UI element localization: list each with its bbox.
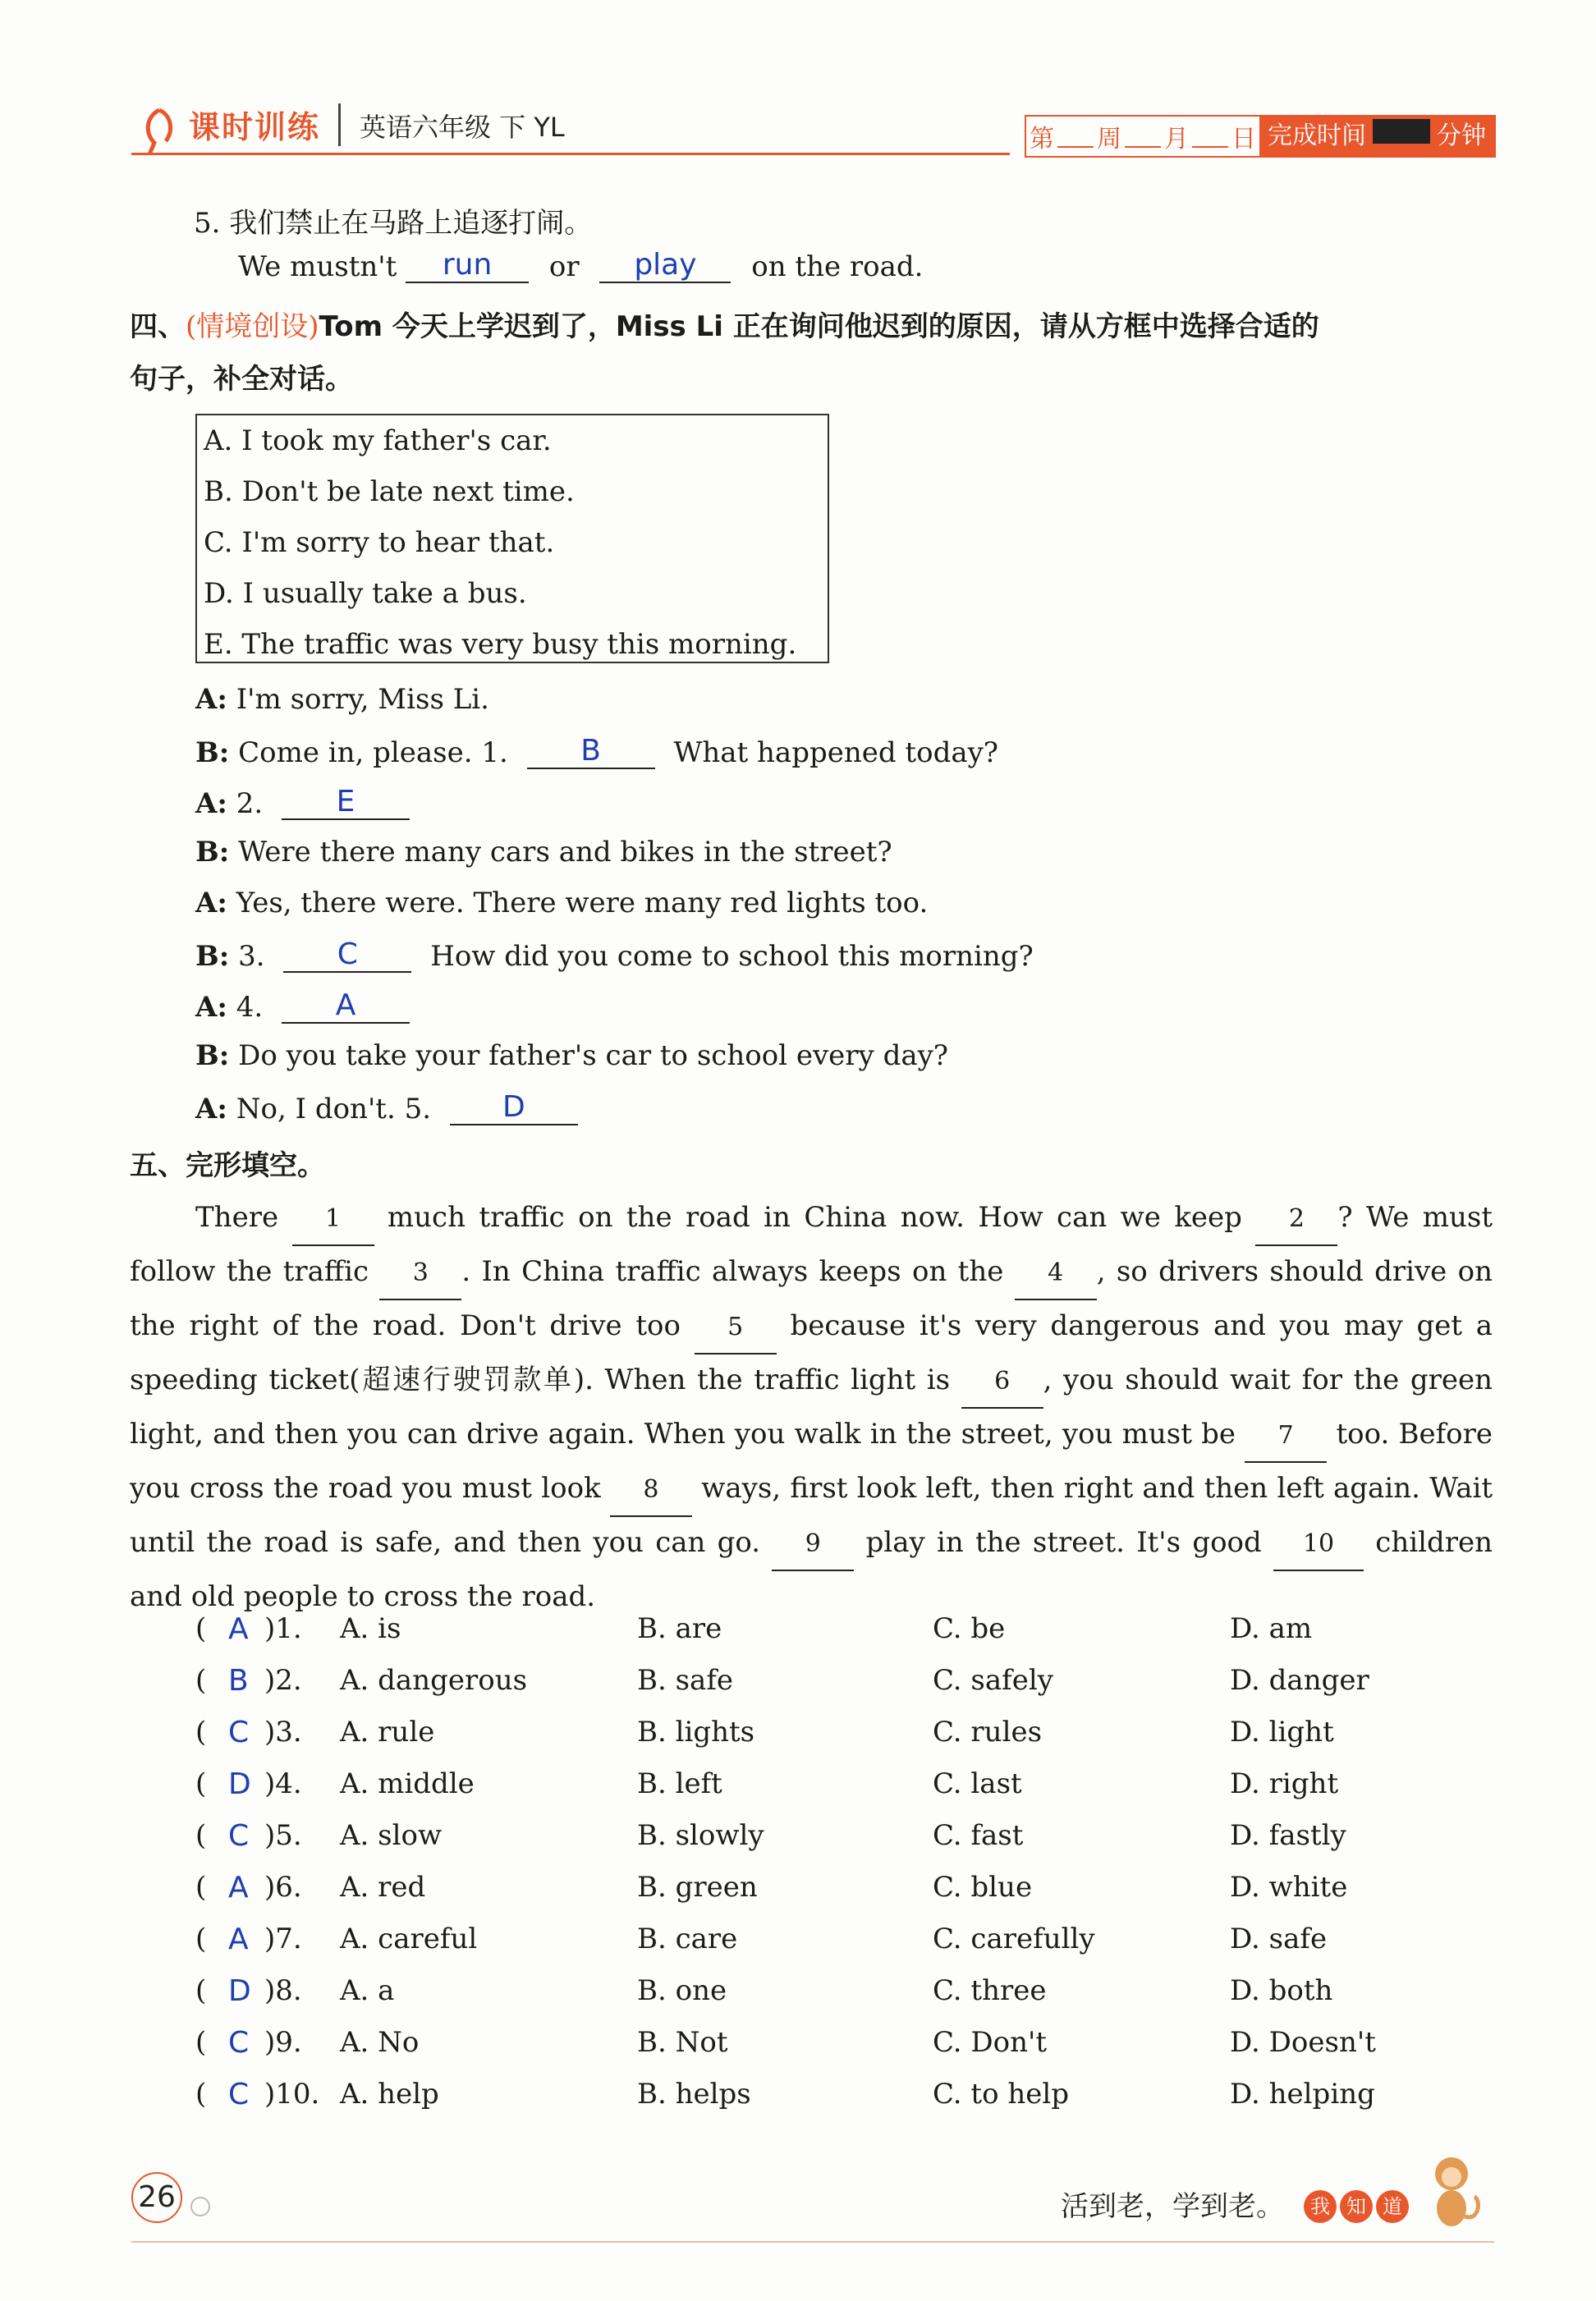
cloze-blank-6[interactable]: 6 [961, 1355, 1043, 1409]
dialogue-line: B: Come in, please. 1. B What happened today? [195, 734, 999, 769]
week-label: 第 [1030, 125, 1054, 154]
question-row: ( C )3. A. rule B. lights C. rules D. light [195, 1716, 1334, 1749]
time-blank[interactable] [1373, 119, 1430, 144]
dialogue-blank-3[interactable]: C [283, 937, 411, 973]
cloze-blank-9[interactable]: 9 [772, 1518, 854, 1571]
item5-english: We mustn't run or play on the road. [238, 248, 924, 283]
dialogue-line: A: I'm sorry, Miss Li. [195, 683, 489, 716]
option-c: C. I'm sorry to hear that. [204, 526, 555, 559]
answer-8[interactable]: D [228, 1974, 251, 2008]
badge-char: 道 [1376, 2190, 1409, 2223]
answer-1[interactable]: A [228, 1612, 249, 1646]
answer-6[interactable]: A [228, 1871, 249, 1905]
dialogue-blank-2[interactable]: E [282, 785, 410, 820]
cloze-blank-7[interactable]: 7 [1245, 1409, 1327, 1463]
cloze-passage: There 1 much traffic on the road in China now. How can we keep 2 ? We must follow the traffic 3 . In China traffic always keeps on the 4 , so drivers should drive on the right of the road. Don't drive too 5 because it's very dangerous and you may get a speeding ticket(超速行驶罚款单). When the traffic light is 6 , you should wait for the green light, and then you can drive again. When you walk in the street, you must be 7 too. Before you cross the road you must look 8 ways, first look left, then right and then left again. Wait until the road is safe, and then you can go. 9 play in the street. It's good 10 children and old people to cross the road. [130, 1192, 1493, 1623]
question-row: ( C )10. A. help B. helps C. to help D. helping [195, 2078, 1375, 2111]
item5-blank1[interactable]: run [406, 248, 529, 283]
cloze-blank-4[interactable]: 4 [1015, 1247, 1097, 1300]
dialogue-line: A: No, I don't. 5. D [195, 1090, 588, 1125]
answer-3[interactable]: C [228, 1716, 250, 1749]
dialogue-blank-1[interactable]: B [527, 734, 655, 769]
cloze-blank-5[interactable]: 5 [695, 1301, 777, 1354]
monkey-mascot-icon [1417, 2151, 1486, 2236]
week-blank[interactable] [1057, 125, 1094, 148]
month-blank[interactable] [1125, 125, 1161, 148]
day-blank[interactable] [1192, 125, 1228, 148]
cloze-blank-10[interactable]: 10 [1273, 1518, 1364, 1571]
footer-motto: 活到老，学到老。 [1061, 2190, 1284, 2223]
section5-heading: 五、完形填空。 [130, 1149, 325, 1182]
cloze-blank-8[interactable]: 8 [610, 1464, 692, 1517]
page-number: 26 [131, 2172, 182, 2223]
question-row: ( C )9. A. No B. Not C. Don't D. Doesn't [195, 2026, 1376, 2060]
dialogue-line: A: 2. E [195, 785, 420, 820]
series-title: 课时训练 [189, 109, 321, 145]
option-a: A. I took my father's car. [204, 424, 552, 457]
dialogue-line: B: 3. C How did you come to school this morning? [195, 937, 1034, 973]
book-title: 英语六年级 下 YL [360, 112, 565, 143]
answer-7[interactable]: A [228, 1923, 249, 1956]
badge-char: 我 [1304, 2190, 1337, 2223]
dialogue-blank-4[interactable]: A [282, 988, 410, 1024]
question-row: ( A )6. A. red B. green C. blue D. white [195, 1871, 1348, 1905]
dialogue-line: B: Were there many cars and bikes in the street? [195, 836, 892, 869]
item5-chinese: 5. 我们禁止在马路上追逐打闹。 [194, 207, 593, 240]
option-d: D. I usually take a bus. [204, 577, 527, 610]
day-unit: 日 [1231, 125, 1256, 154]
question-row: ( A )7. A. careful B. care C. carefully D. safe [195, 1923, 1328, 1956]
dialogue-blank-5[interactable]: D [450, 1090, 578, 1125]
know-badge [1304, 2190, 1409, 2223]
answer-9[interactable]: C [228, 2026, 250, 2060]
footer-dot [190, 2197, 210, 2216]
header-divider [131, 153, 1010, 155]
cloze-blank-1[interactable]: 1 [292, 1193, 374, 1246]
month-unit: 月 [1164, 125, 1189, 154]
question-row: ( D )8. A. a B. one C. three D. both [195, 1974, 1333, 2008]
badge-char: 知 [1340, 2190, 1373, 2223]
answer-4[interactable]: D [228, 1767, 251, 1801]
option-b: B. Don't be late next time. [204, 475, 575, 508]
answer-2[interactable]: B [228, 1664, 249, 1698]
section4-heading-cont: 句子，补全对话。 [130, 363, 353, 396]
item5-blank2[interactable]: play [599, 248, 731, 283]
answer-10[interactable]: C [228, 2078, 250, 2111]
dialogue-line: A: Yes, there were. There were many red lights too. [195, 887, 929, 919]
week-unit: 周 [1097, 125, 1121, 154]
dialogue-line: A: 4. A [195, 988, 420, 1024]
question-row: ( D )4. A. middle B. left C. last D. right [195, 1767, 1339, 1801]
dialogue-line: B: Do you take your father's car to school every day? [195, 1039, 949, 1072]
question-row: ( C )5. A. slow B. slowly C. fast D. fastly [195, 1819, 1346, 1853]
header-separator [338, 103, 341, 146]
cloze-blank-3[interactable]: 3 [379, 1247, 461, 1300]
option-e: E. The traffic was very busy this morning. [204, 628, 797, 661]
time-label: 完成时间 分钟 [1259, 117, 1494, 156]
date-box [1025, 115, 1496, 158]
answer-5[interactable]: C [228, 1819, 250, 1853]
section4-heading: 四、(情境创设)Tom 今天上学迟到了，Miss Li 正在询问他迟到的原因，请从方框中选择合适的 [130, 310, 1319, 343]
footer-divider [131, 2241, 1494, 2243]
question-row: ( A )1. A. is B. are C. be D. am [195, 1612, 1313, 1646]
question-row: ( B )2. A. dangerous B. safe C. safely D. danger [195, 1664, 1369, 1698]
cloze-blank-2[interactable]: 2 [1255, 1193, 1337, 1246]
options-box [195, 414, 829, 663]
